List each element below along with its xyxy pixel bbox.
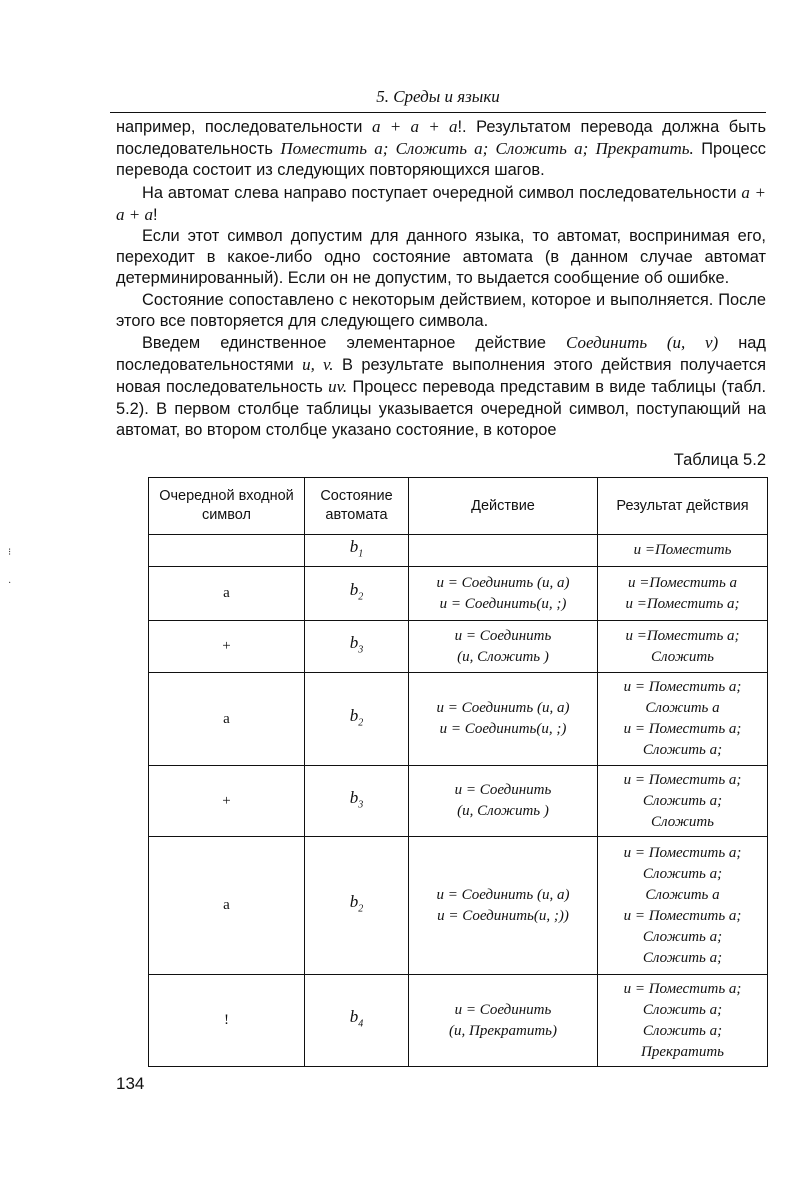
cell-action	[409, 837, 598, 975]
result-line: Сложить a;	[642, 865, 723, 882]
state-letter: b	[349, 580, 359, 600]
state-index: 4	[358, 1018, 364, 1030]
cell-state	[305, 673, 409, 766]
scan-mark: ⁝	[8, 547, 12, 558]
cell-action	[409, 567, 598, 621]
result-line: Сложить a;	[642, 928, 723, 945]
state-letter: b	[349, 787, 359, 807]
result-line: Сложить	[651, 648, 714, 665]
p5-text-g: Процесс перевода представим в виде таблицы (табл. 5.2). В первом столбце таблицы указывается очередной символ, поступающий на автомат, во втором столбце указано состояние, в которое	[116, 378, 767, 439]
state-letter: b	[349, 892, 359, 912]
cell-result	[598, 567, 768, 621]
p5-action: Соединить (u, v)	[566, 333, 719, 353]
paragraph-1	[116, 116, 766, 182]
table-row	[149, 535, 768, 567]
p2-formula: a + a + a	[116, 182, 766, 224]
state-index: 3	[358, 644, 364, 656]
result-line: u = Поместить a;	[623, 907, 742, 924]
p2-text-a: На автомат слева направо поступает очередной символ последовательности	[142, 183, 742, 202]
cell-action	[409, 621, 598, 673]
cell-result	[598, 975, 768, 1067]
action-line: (u, Прекратить)	[449, 1022, 557, 1039]
p5-text-c: над последовательностями	[116, 334, 766, 375]
cell-result	[598, 766, 768, 837]
result-line: Сложить a	[645, 886, 720, 903]
action-line: (u, Сложить )	[457, 648, 549, 665]
table-row	[149, 567, 768, 621]
result-line: Прекратить	[641, 1043, 724, 1060]
table-row	[149, 621, 768, 673]
state-index: 1	[358, 548, 364, 560]
p5-text-a: Введем единственное элементарное действие	[142, 334, 566, 353]
action-line: u = Соединить (u, a)	[436, 574, 570, 591]
action-line: (u, Сложить )	[457, 803, 549, 819]
p2-text-c: !	[152, 205, 158, 224]
page-number: 134	[116, 1074, 145, 1093]
paragraph-4: Состояние сопоставлено с некоторым действием, которое и выполняется. После этого все повторяется для следующего символа.	[116, 290, 766, 330]
cell-state	[305, 975, 409, 1067]
state-letter: b	[349, 537, 359, 557]
result-line: u = Поместить a;	[623, 679, 742, 695]
cell-result	[598, 673, 768, 766]
table-row	[149, 673, 768, 766]
table-row	[149, 975, 768, 1067]
cell-action	[409, 975, 598, 1067]
p1-text-c: !. Результатом перевода должна быть последовательность	[116, 118, 766, 159]
header-state: Состояние автомата	[305, 478, 409, 535]
cell-state	[305, 621, 409, 673]
state-letter: b	[349, 1007, 359, 1027]
action-line: u = Соединить	[454, 782, 552, 798]
paragraph-3: Если этот символ допустим для данного языка, то автомат, воспринимая его, переходит в какое-либо одно состояние автомата (в данном случае автомат детерминированный). Если он не допустим, то выдается сообщение об ошибке.	[116, 227, 766, 288]
result-line: Сложить a;	[642, 792, 723, 809]
result-line: u =Поместить a;	[625, 595, 740, 612]
state-letter: b	[349, 705, 359, 725]
state-index: 2	[358, 717, 364, 729]
cell-symbol: !	[149, 975, 305, 1067]
cell-action	[409, 673, 598, 766]
action-line: u = Соединить(u, ;)	[439, 595, 567, 612]
state-index: 2	[358, 591, 364, 603]
action-line: u = Соединить	[454, 1001, 552, 1018]
cell-symbol: a	[149, 567, 305, 621]
table-row	[149, 766, 768, 837]
result-line: u = Поместить a;	[623, 721, 742, 737]
cell-symbol: +	[149, 621, 305, 673]
cell-result	[598, 621, 768, 673]
result-line: Сложить a;	[642, 1001, 723, 1018]
translation-table	[148, 477, 768, 1067]
cell-state	[305, 837, 409, 975]
p5-vars: u, v.	[302, 355, 334, 375]
header-action: Действие	[409, 478, 598, 535]
action-line: u = Соединить(u, ;))	[437, 907, 569, 924]
action-line: u = Соединить(u, ;)	[439, 721, 567, 737]
result-line: Сложить a	[645, 700, 720, 716]
result-line: u =Поместить a	[627, 574, 738, 591]
cell-symbol	[149, 535, 305, 567]
result-line: Сложить a;	[642, 742, 723, 758]
p1-text-e: Процесс перевода состоит из следующих повторяющихся шагов.	[116, 140, 766, 180]
result-line: u =Поместить a;	[625, 627, 740, 644]
paragraph-5	[116, 332, 766, 441]
cell-symbol: a	[149, 673, 305, 766]
p1-sequence: Поместить a; Сложить a; Сложить a; Прекратить.	[280, 139, 694, 159]
scan-mark: ·	[8, 578, 12, 589]
body-text	[116, 116, 766, 441]
result-line: Сложить a;	[642, 949, 723, 966]
p5-uv: uv.	[328, 377, 348, 397]
cell-result	[598, 535, 768, 567]
header-result: Результат действия	[598, 478, 768, 535]
table-caption: Таблица 5.2	[673, 451, 766, 469]
table-header-row	[149, 478, 768, 535]
action-line: u = Соединить (u, a)	[436, 700, 570, 716]
cell-result	[598, 837, 768, 975]
cell-state	[305, 535, 409, 567]
table-row	[149, 837, 768, 975]
cell-state	[305, 766, 409, 837]
cell-action	[409, 766, 598, 837]
p1-formula: a + a + a	[371, 117, 458, 136]
result-line: Сложить a;	[642, 1022, 723, 1039]
result-line: Сложить	[651, 813, 714, 830]
action-line: u = Соединить (u, a)	[436, 886, 570, 903]
result-line: u = Поместить a;	[623, 980, 742, 997]
cell-symbol: +	[149, 766, 305, 837]
result-line: u = Поместить a;	[623, 771, 742, 788]
p1-text-a: например, последовательности	[116, 118, 372, 136]
result-line: u =Поместить	[633, 542, 732, 558]
running-header: 5. Среды и языки	[110, 84, 766, 113]
p5-text-e: В результате выполнения этого действия получается новая последовательность	[116, 356, 766, 397]
result-line: u = Поместить a;	[623, 844, 742, 861]
header-symbol: Очередной входной символ	[149, 478, 305, 535]
cell-symbol: a	[149, 837, 305, 975]
action-line: u = Соединить	[454, 627, 552, 644]
paragraph-2	[116, 182, 766, 226]
cell-action	[409, 535, 598, 567]
state-index: 2	[358, 903, 364, 915]
state-index: 3	[358, 799, 364, 811]
state-letter: b	[349, 633, 359, 653]
cell-state	[305, 567, 409, 621]
